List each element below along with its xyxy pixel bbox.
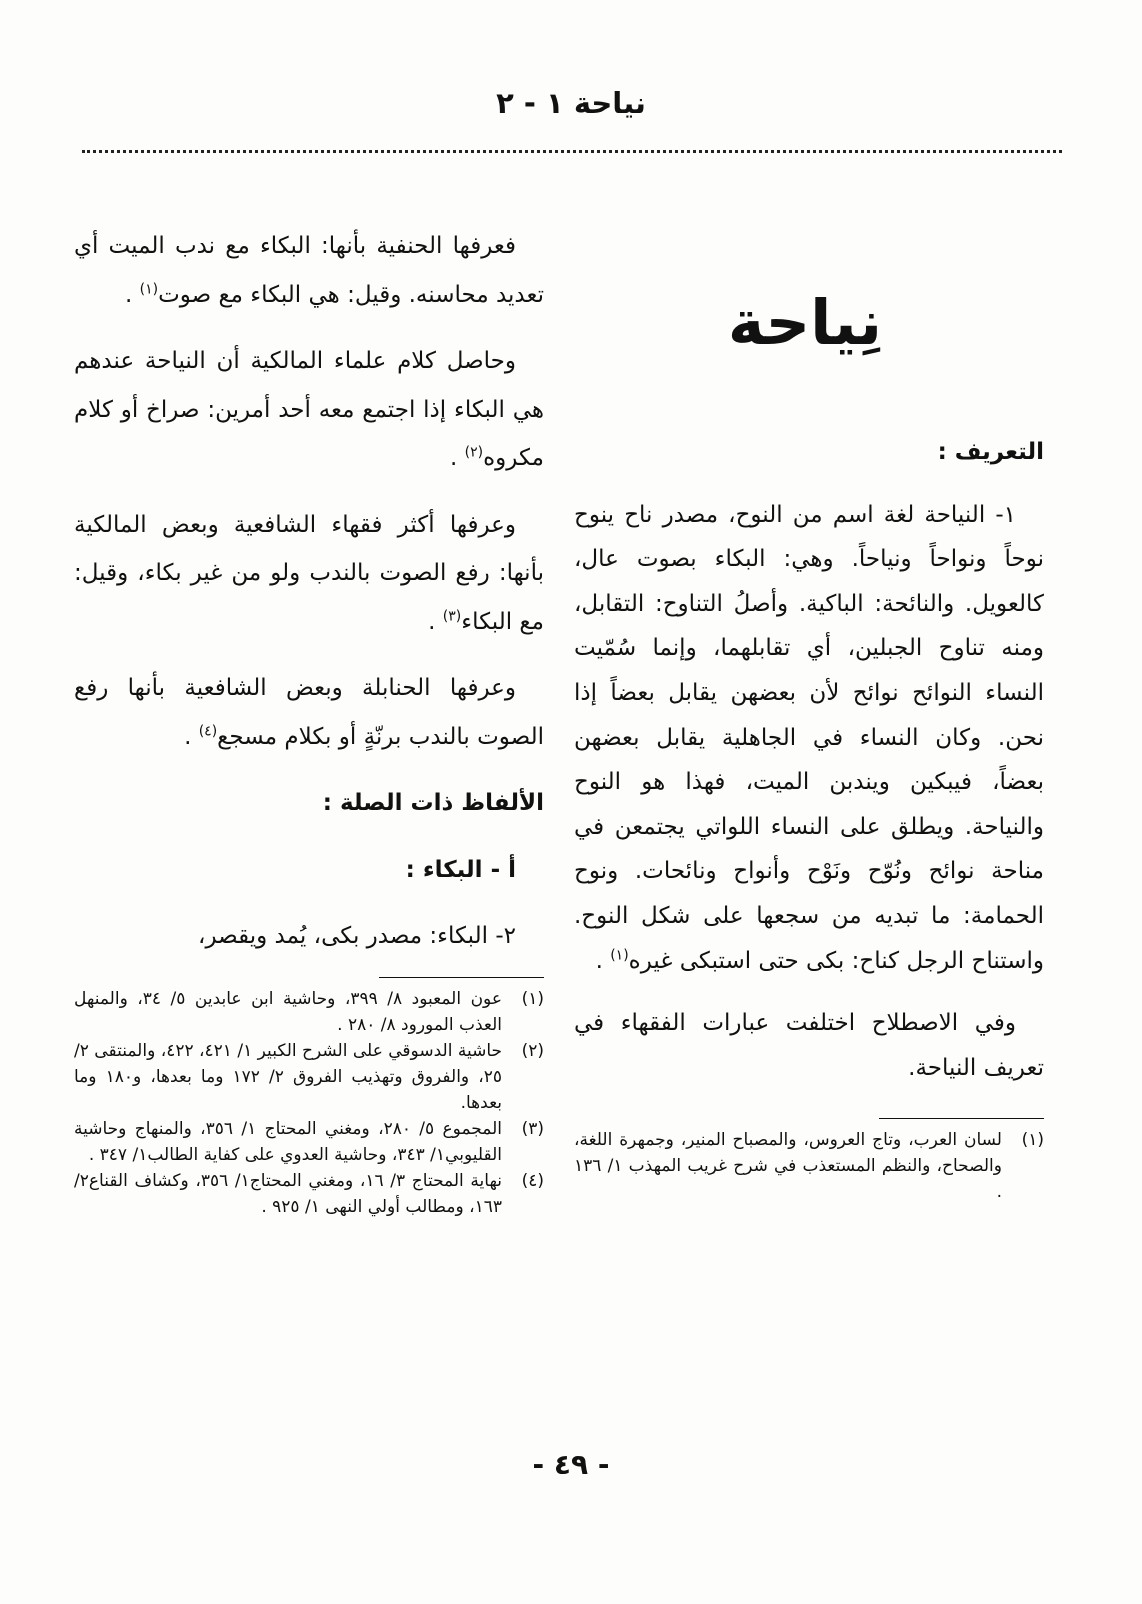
footnote-ref: (٣)	[442, 607, 462, 624]
footnote-rule	[379, 977, 544, 978]
footnote-item	[74, 1038, 544, 1116]
running-header: نياحة ١ - ٢	[496, 86, 646, 120]
footnote-item	[574, 1127, 1044, 1205]
footnote-number: (١)	[1021, 1130, 1044, 1151]
entry-title: نِياحة	[727, 286, 882, 359]
footnote-text: لسان العرب، وتاج العروس، والمصباح المنير، وجمهرة اللغة، والصحاح، والنظم المستعذب في شرح غريب المهذب ١/ ١٣٦ .	[574, 1130, 1002, 1203]
footnote-number: (١)	[521, 988, 544, 1009]
footnote-number: (٤)	[521, 1170, 544, 1191]
header-dotted-rule	[82, 150, 1062, 153]
hanbali-paragraph: وعرفها الحنابلة وبعض الشافعية بأنها رفع الصوت بالندب برنّةٍ أو بكلام مسجع$^{(٤)}$ .	[74, 675, 544, 750]
right-column	[574, 430, 1044, 1205]
footnote-item	[74, 986, 544, 1038]
footnote-item	[74, 1168, 544, 1220]
left-footnotes	[74, 986, 544, 1220]
definition-heading: التعريف :	[937, 439, 1044, 465]
footnote-text: نهاية المحتاج ٣/ ١٦، ومغني المحتاج١/ ٣٥٦، وكشاف القناع٢/ ١٦٣، ومطالب أولي النهى ١/ ٩٢٥ .	[74, 1170, 503, 1217]
footnote-item	[74, 1116, 544, 1168]
definition-paragraph-text: ١- النياحة لغة اسم من النوح، مصدر ناح ينوح نوحاً ونواحاً ونياحاً. وهي: البكاء بصوت عال، كالعويل. والنائحة: الباكية. وأصلُ التناوح: التقابل، ومنه تناوح الجبلين، أي تقابلهما، وإنما سُمّيت النساء النوائح نوائح لأن بعضهن يقابل بعضاً إذا نحن. وكان النساء في الجاهلية يقابل بعضهن بعضاً، فيبكين ويندبن الميت، فهذا هو النوح والنياحة. ويطلق على النساء اللواتي يجتمعن في مناحة نوائح ونُوّح ونَوْح وأنواح ونائحات. ونوح الحمامة: ما تبديه من سجعها على شكل النوح. واستناح الرجل كناح: بكى حتى استبكى غيره	[574, 501, 1044, 974]
terminology-paragraph: وفي الاصطلاح اختلفت عبارات الفقهاء في تعريف النياحة.	[574, 1010, 1044, 1081]
footnote-ref: (٢)	[464, 444, 484, 461]
shafii-text: وعرفها أكثر فقهاء الشافعية وبعض المالكية بأنها: رفع الصوت بالندب ولو من غير بكاء، وقيل: مع البكاء	[74, 511, 544, 635]
footnote-ref: (٤)	[198, 722, 218, 739]
crying-paragraph: ٢- البكاء: مصدر بكى، يُمد ويقصر،	[198, 923, 516, 949]
footnote-text: المجموع ٥/ ٢٨٠، ومغني المحتاج ١/ ٣٥٦، والمنهاج وحاشية القليوبي١/ ٣٤٣، وحاشية العدوي على كفاية الطالب١/ ٣٤٧ .	[74, 1118, 502, 1165]
hanafi-text: فعرفها الحنفية بأنها: البكاء مع ندب الميت أي تعديد محاسنه. وقيل: هي البكاء مع صوت	[74, 233, 544, 308]
footnote-text: حاشية الدسوقي على الشرح الكبير ١/ ٤٢١، ٤٢٢، والمنتقى ٢/ ٢٥، والفروق وتهذيب الفروق ٢/ ١٧٢ وما بعدها، و١٨٠ وما بعدها.	[74, 1040, 503, 1113]
page-number: - ٤٩ -	[532, 1448, 610, 1481]
footnote-ref: (١)	[139, 280, 159, 297]
crying-heading: أ - البكاء :	[405, 856, 516, 883]
maliki-text: وحاصل كلام علماء المالكية أن النياحة عندهم هي البكاء إذا اجتمع معه أحد أمرين: صراخ أو كلام مكروه	[74, 348, 544, 471]
footnote-rule	[879, 1118, 1044, 1119]
footnote-text: عون المعبود ٨/ ٣٩٩، وحاشية ابن عابدين ٥/ ٣٤، والمنهل العذب المورود ٨/ ٢٨٠ .	[74, 988, 502, 1035]
hanafi-paragraph: فعرفها الحنفية بأنها: البكاء مع ندب الميت أي تعديد محاسنه. وقيل: هي البكاء مع صوت$^{(١)}$ .	[74, 233, 544, 308]
maliki-paragraph: وحاصل كلام علماء المالكية أن النياحة عندهم هي البكاء إذا اجتمع معه أحد أمرين: صراخ أو كلام مكروه$^{(٢)}$ .	[74, 348, 544, 471]
footnote-number: (٣)	[521, 1118, 544, 1139]
footnote-ref: (١)	[610, 946, 629, 963]
related-terms-heading: الألفاظ ذات الصلة :	[322, 790, 544, 816]
right-footnotes	[574, 1127, 1044, 1205]
hanbali-text: وعرفها الحنابلة وبعض الشافعية بأنها رفع الصوت بالندب برنّةٍ أو بكلام مسجع	[74, 675, 544, 750]
footnote-number: (٢)	[521, 1040, 544, 1061]
shafii-paragraph: وعرفها أكثر فقهاء الشافعية وبعض المالكية بأنها: رفع الصوت بالندب ولو من غير بكاء، وقيل: مع البكاء$^{(٣)}$ .	[74, 511, 544, 635]
definition-paragraph: ١- النياحة لغة اسم من النوح، مصدر ناح ينوح نوحاً ونواحاً ونياحاً. وهي: البكاء بصوت عال، كالعويل. والنائحة: الباكية. وأصلُ التناوح: التقابل، ومنه تناوح الجبلين، أي تقابلهما، وإنما سُمّيت النساء النوائح نوائح لأن بعضهن يقابل بعضاً إذا نحن. وكان النساء في الجاهلية يقابل بعضهن بعضاً، فيبكين ويندبن الميت، فهذا هو النوح والنياحة. ويطلق على النساء اللواتي يجتمعن في مناحة نوائح ونُوّح ونَوْح وأنواح ونائحات. ونوح الحمامة: ما تبديه من سجعها على شكل النوح. واستناح الرجل كناح: بكى حتى استبكى غيره$^{(١)}$ .	[574, 501, 1044, 974]
left-column	[74, 222, 544, 1220]
